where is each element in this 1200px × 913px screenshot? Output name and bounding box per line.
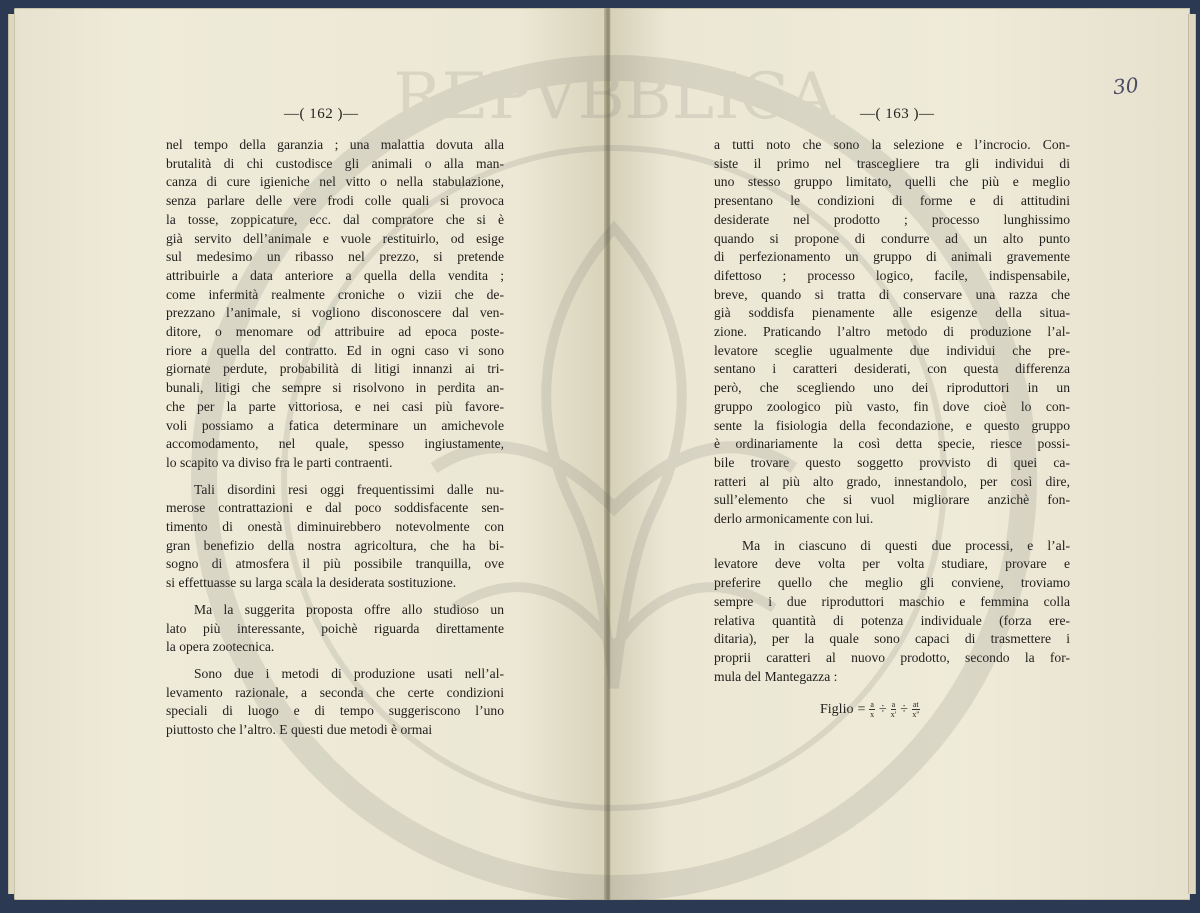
text-line: breve, quando si tratta di conservare una razza che	[714, 286, 1070, 302]
text-line: brutalità di chi custodisce gli animali o alla man-	[166, 155, 504, 171]
text-line: relativa quantità di potenza individuale (forza ere-	[714, 612, 1070, 628]
text-line: Ma in ciascuno di questi due processi, e l’al-	[742, 537, 1070, 553]
paragraph	[166, 136, 504, 473]
paragraph	[166, 601, 504, 657]
text-line: voli possiamo a fatica determinare un amichevole	[166, 417, 504, 433]
text-line: piuttosto che l’altro. E questi due metodi è ormai	[166, 722, 433, 738]
paragraph	[166, 665, 504, 740]
text-line: ratteri al più alto grado, innestandolo, per così dire,	[714, 473, 1070, 489]
text-line: timento di onestà diminuirebbero notevolmente con	[166, 519, 504, 535]
text-line: si effettuasse su larga scala la desiderata sostituzione.	[166, 575, 457, 591]
right-page-text	[714, 136, 1070, 686]
right-page	[610, 8, 1190, 900]
formula-equals: =	[857, 701, 866, 717]
formula-term-3: $\frac{at}{x''}$	[912, 700, 920, 719]
text-line: levatore sceglie ugualmente due individui che pre-	[714, 342, 1070, 358]
text-line: zione. Praticando l’altro metodo di produzione l’al-	[714, 324, 1070, 340]
text-line: riore a quella del contratto. Ed in ogni caso vi sono	[166, 342, 504, 358]
text-line: giornate perdute, probabilità di litigi innanzi ai tri-	[166, 361, 504, 377]
text-line: gruppo zoologico più vasto, fin dove cioè lo con-	[714, 398, 1070, 414]
text-line: quando si propone di condurre ad un alto punto	[714, 230, 1070, 246]
text-line: ditore, o menomare od attribuire ad epoca poste-	[166, 324, 504, 340]
formula-op-2: ÷	[900, 701, 908, 717]
text-line: canza di cure igieniche nel vitto o nella stabulazione,	[166, 174, 504, 190]
text-line: è ordinariamente la così detta specie, riesce possi-	[714, 436, 1070, 452]
text-line: uno stesso gruppo limitato, quelli che più e meglio	[714, 174, 1070, 190]
text-line: gran benefizio della nostra agricoltura, che ha bi-	[166, 537, 504, 553]
text-line: bunali, litigi che sempre si risolvono in perdita an-	[166, 380, 504, 396]
text-line: mula del Mantegazza :	[714, 668, 838, 684]
text-line: derlo armonicamente con lui.	[714, 511, 874, 527]
text-line: levatore deve volta per volta studiare, provare e	[714, 556, 1070, 572]
left-page-number: —( 162 )—	[284, 106, 359, 122]
text-line: sogno di atmosfera il più possibile tranquilla, ove	[166, 556, 504, 572]
text-line: preferire quello che meglio gli conviene, troviamo	[714, 575, 1070, 591]
text-line: sentano i caratteri desiderati, con questa differenza	[714, 361, 1070, 377]
text-line: siste il primo nel trascegliere tra gli individui di	[714, 155, 1070, 171]
left-page	[14, 8, 606, 900]
paragraph	[714, 136, 1070, 529]
text-line: già servito dell’animale e vuole restituirlo, od esige	[166, 230, 504, 246]
paragraph	[714, 537, 1070, 687]
text-line: merose contrattazioni e dal poco soddisfacente sen-	[166, 500, 504, 516]
text-line: lo scapito va diviso fra le parti contraenti.	[166, 454, 393, 470]
text-line: la tosse, zoppicature, ecc. dal compratore che si è	[166, 211, 504, 227]
text-line: difettoso ; processo logico, facile, indispensabile,	[714, 267, 1070, 283]
text-line: senza parlare delle vere frodi colle quali si provoca	[166, 193, 504, 209]
text-line: sempre i due riproduttori maschio e femmina colla	[714, 593, 1070, 609]
text-line: bile trovare questo soggetto provvisto di quei ca-	[714, 454, 1070, 470]
text-line: già soddisfa pienamente alle esigenze della situa-	[714, 305, 1070, 321]
text-line: sull’elemento che si vuol migliorare anzichè fon-	[714, 492, 1070, 508]
formula-term-2: $\frac{a}{x'}$	[890, 700, 897, 719]
left-page-text	[166, 136, 504, 740]
text-line: nel tempo della garanzia ; una malattia dovuta alla	[166, 137, 504, 152]
text-line: Tali disordini resi oggi frequentissimi dalle nu-	[194, 481, 504, 497]
text-line: la opera zootecnica.	[166, 639, 275, 655]
text-line: sente la fisiologia della fecondazione, e questo gruppo	[714, 417, 1070, 433]
text-line: ditaria), per la quale sono capaci di trasmettere i	[714, 631, 1070, 647]
page-stack-right	[1188, 14, 1196, 894]
handwritten-folio-number: 30	[1111, 72, 1140, 100]
formula-lhs: Figlio	[820, 701, 854, 717]
text-line: accomodamento, nel quale, spesso ingiustamente,	[166, 436, 504, 452]
text-line: però, che scegliendo uno dei riproduttori in un	[714, 380, 1070, 396]
formula-op-1: ÷	[878, 701, 887, 717]
book-spread	[14, 8, 1190, 900]
text-line: prezzano l’animale, si vogliono disconoscere dal ven-	[166, 305, 504, 321]
text-line: levamento razionale, a seconda che certe condizioni	[166, 684, 504, 700]
text-line: sul medesimo un ribasso nel prezzo, si pretende	[166, 249, 504, 265]
text-line: a tutti noto che sono la selezione e l’incrocio. Con-	[714, 137, 1070, 152]
right-page-number: —( 163 )—	[860, 106, 935, 122]
text-line: attribuirle a data anteriore a quella della vendita ;	[166, 267, 504, 283]
text-line: che per la parte vittoriosa, e nei casi più favore-	[166, 398, 504, 414]
text-line: come infermità realmente croniche o vizii che de-	[166, 286, 504, 302]
formula-term-1: $\frac{a}{x}$	[870, 700, 875, 719]
text-line: proprii caratteri al nuovo prodotto, secondo la for-	[714, 649, 1070, 665]
text-line: Ma la suggerita proposta offre allo studioso un	[194, 601, 504, 617]
text-line: presentano le condizioni di forme e di attitudini	[714, 193, 1070, 209]
text-line: speciali di luogo e di tempo suggeriscono l’uno	[166, 703, 504, 719]
text-line: lato più interessante, poichè riguarda direttamente	[166, 620, 504, 636]
mantegazza-formula	[820, 700, 920, 719]
text-line: Sono due i metodi di produzione usati nell’al-	[194, 665, 504, 681]
text-line: di perfezionamento un gruppo di animali gravemente	[714, 249, 1070, 265]
text-line: desiderate nel prodotto ; processo lunghissimo	[714, 211, 1070, 227]
paragraph	[166, 481, 504, 593]
